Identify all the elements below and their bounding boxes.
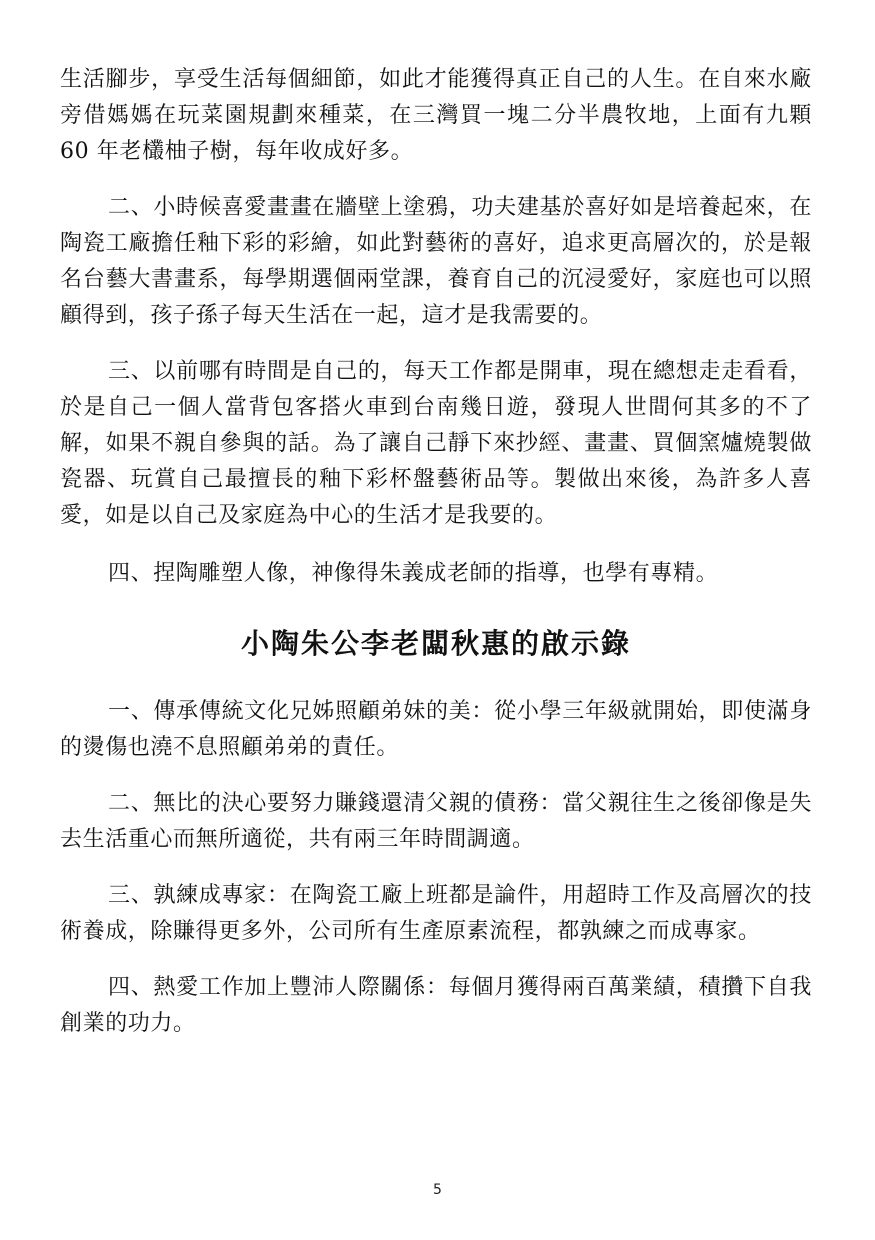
document-page xyxy=(60,62,812,1042)
section-paragraph-4: 四、熱愛工作加上豐沛人際關係：每個月獲得兩百萬業績，積攢下自我創業的功力。 xyxy=(60,975,812,1036)
paragraph-continued: 生活腳步，享受生活每個細節，如此才能獲得真正自己的人生。在自來水廠旁借媽媽在玩菜園規劃來種菜，在三灣買一塊二分半農牧地，上面有九顆 60 年老欉柚子樹，每年收成好多。 xyxy=(60,67,812,164)
paragraph-item-4: 四、捏陶雕塑人像，神像得朱義成老師的指導，也學有專精。 xyxy=(108,561,719,586)
paragraph-item-2: 二、小時候喜愛畫畫在牆壁上塗鴉，功夫建基於喜好如是培養起來，在陶瓷工廠擔任釉下彩的彩繪，如此對藝術的喜好，追求更高層次的，於是報名台藝大書畫系，每學期選個兩堂課，養育自己的沉浸愛好，家庭也可以照顧得到，孩子孫子每天生活在一起，這才是我需要的。 xyxy=(60,195,812,328)
section-paragraph-2: 二、無比的決心要努力賺錢還清父親的債務：當父親往生之後卻像是失去生活重心而無所適從，共有兩三年時間調適。 xyxy=(60,791,812,852)
section-paragraph-1: 一、傳承傳統文化兄姊照顧弟妹的美：從小學三年級就開始，即使滿身的燙傷也澆不息照顧弟弟的責任。 xyxy=(60,699,812,760)
section-paragraph-3: 三、孰練成專家：在陶瓷工廠上班都是論件，用超時工作及高層次的技術養成，除賺得更多外，公司所有生產原素流程，都孰練之而成專家。 xyxy=(60,883,812,944)
section-title: 小陶朱公李老闆秋惠的啟示錄 xyxy=(240,627,631,660)
paragraph-item-3: 三、以前哪有時間是自己的，每天工作都是開車，現在總想走走看看，於是自己一個人當背包客搭火車到台南幾日遊，發現人世間何其多的不了解，如果不親自參與的話。為了讓自己靜下來抄經、畫畫、買個窯爐燒製做瓷器、玩賞自己最擅長的釉下彩杯盤藝術品等。製做出來後，為許多人喜愛，如是以自己及家庭為中心的生活才是我要的。 xyxy=(60,359,812,528)
page-number: 5 xyxy=(433,1182,442,1198)
